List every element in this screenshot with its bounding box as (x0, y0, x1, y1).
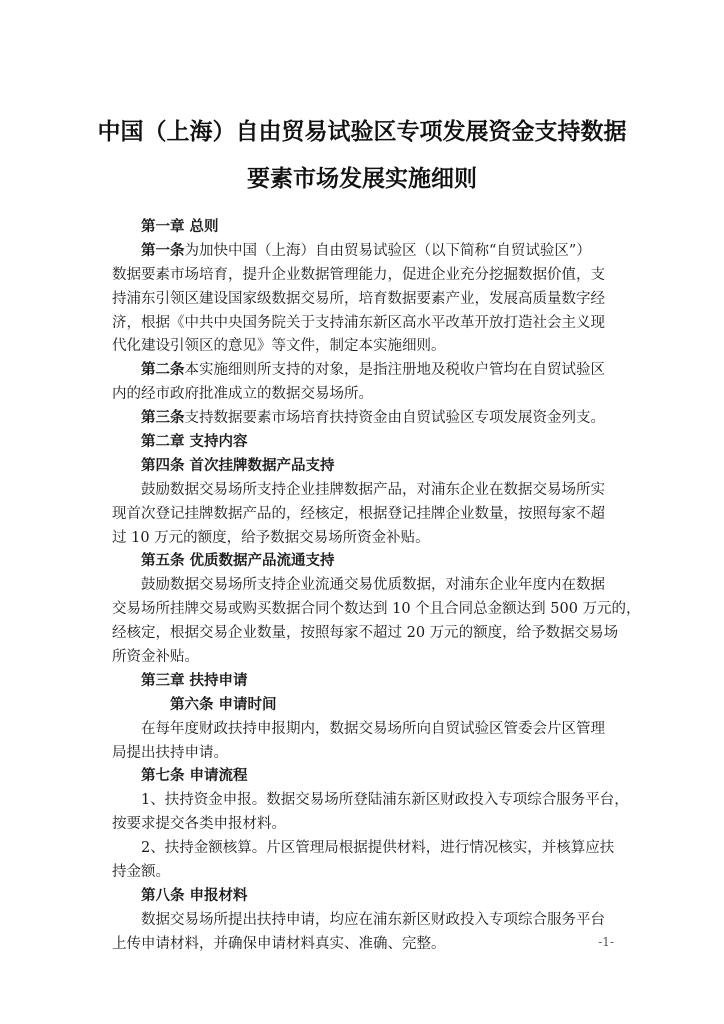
article-4-heading: 第四条 首次挂牌数据产品支持 (141, 457, 335, 474)
article-8-heading: 第八条 申报材料 (141, 887, 248, 904)
article-4-line-2: 现首次登记挂牌数据产品的，经核定，根据登记挂牌企业数量，按照每家不超 (112, 505, 605, 522)
article-5-heading: 第五条 优质数据产品流通支持 (141, 553, 335, 570)
article-5-line-3: 经核定，根据交易企业数量，按照每家不超过 20 万元的额度，给予数据交易场 (112, 625, 619, 642)
article-3 (112, 407, 622, 431)
article-8-line-2: 上传申请材料，并确保申请材料真实、准确、完整。 (112, 935, 446, 952)
chapter-3-heading: 第三章 扶持申请 (141, 672, 248, 689)
document-title-line-2: 要素市场发展实施细则 (247, 166, 477, 192)
article-6-line-2: 局提出扶持申请。 (112, 744, 228, 761)
article-5-line-4: 所资金补贴。 (112, 649, 199, 666)
article-1-text: 为加快中国（上海）自由贸易试验区（以下简称“自贸试验区”） (184, 242, 591, 259)
article-2-label: 第二条 (141, 362, 185, 379)
article-1-line-3: 持浦东引领区建设国家级数据交易所，培育数据要素产业，发展高质量数字经 (112, 290, 605, 307)
article-4-line-3: 过 10 万元的额度，给予数据交易场所资金补贴。 (112, 529, 430, 546)
article-7-line-4: 持金额。 (112, 864, 170, 881)
article-1-line-4: 济，根据《中共中央国务院关于支持浦东新区高水平改革开放打造社会主义现 (112, 314, 605, 331)
article-7-heading: 第七条 申请流程 (141, 768, 248, 785)
article-8-line-1: 数据交易场所提出扶持申请，均应在浦东新区财政投入专项综合服务平台 (141, 911, 605, 928)
page-number: -1- (598, 935, 614, 949)
article-7-line-1: 1、扶持资金申报。数据交易场所登陆浦东新区财政投入专项综合服务平台， (141, 792, 629, 809)
article-3-label: 第三条 (141, 410, 185, 427)
article-7-line-3: 2、扶持金额核算。片区管理局根据提供材料，进行情况核实，并核算应扶 (141, 840, 615, 857)
article-5-line-1: 鼓励数据交易场所支持企业流通交易优质数据，对浦东企业年度内在数据 (141, 577, 605, 594)
document-title-line-1: 中国（上海）自由贸易试验区专项发展资金支持数据 (97, 119, 627, 145)
article-5-line-2: 交易场所挂牌交易或购买数据合同个数达到 10 个且合同总金额达到 500 万元的， (112, 601, 641, 618)
chapter-2-heading: 第二章 支持内容 (141, 434, 248, 451)
article-4-line-1: 鼓励数据交易场所支持企业挂牌数据产品，对浦东企业在数据交易场所实 (141, 481, 605, 498)
chapter-1-heading: 第一章 总则 (141, 219, 219, 235)
article-1-label: 第一条 (141, 242, 185, 259)
article-3-text: 支持数据要素市场培育扶持资金由自贸试验区专项发展资金列支。 (184, 410, 605, 427)
article-2-text: 本实施细则所支持的对象，是指注册地及税收户管均在自贸试验区 (184, 362, 605, 379)
article-1-line-5: 代化建设引领区的意见》等文件，制定本实施细则。 (112, 338, 446, 355)
article-6-heading: 第六条 申请时间 (170, 696, 277, 713)
article-2-line-2: 内的经市政府批准成立的数据交易场所。 (112, 386, 373, 403)
article-2 (112, 359, 622, 383)
article-1 (112, 240, 622, 264)
article-6-line-1: 在每年度财政扶持申报期内，数据交易场所向自贸试验区管委会片区管理 (141, 720, 605, 737)
document-body (112, 216, 641, 957)
article-1-line-2: 数据要素市场培育，提升企业数据管理能力，促进企业充分挖掘数据价值，支 (112, 266, 605, 283)
article-7-line-2: 按要求提交各类申报材料。 (112, 816, 286, 833)
